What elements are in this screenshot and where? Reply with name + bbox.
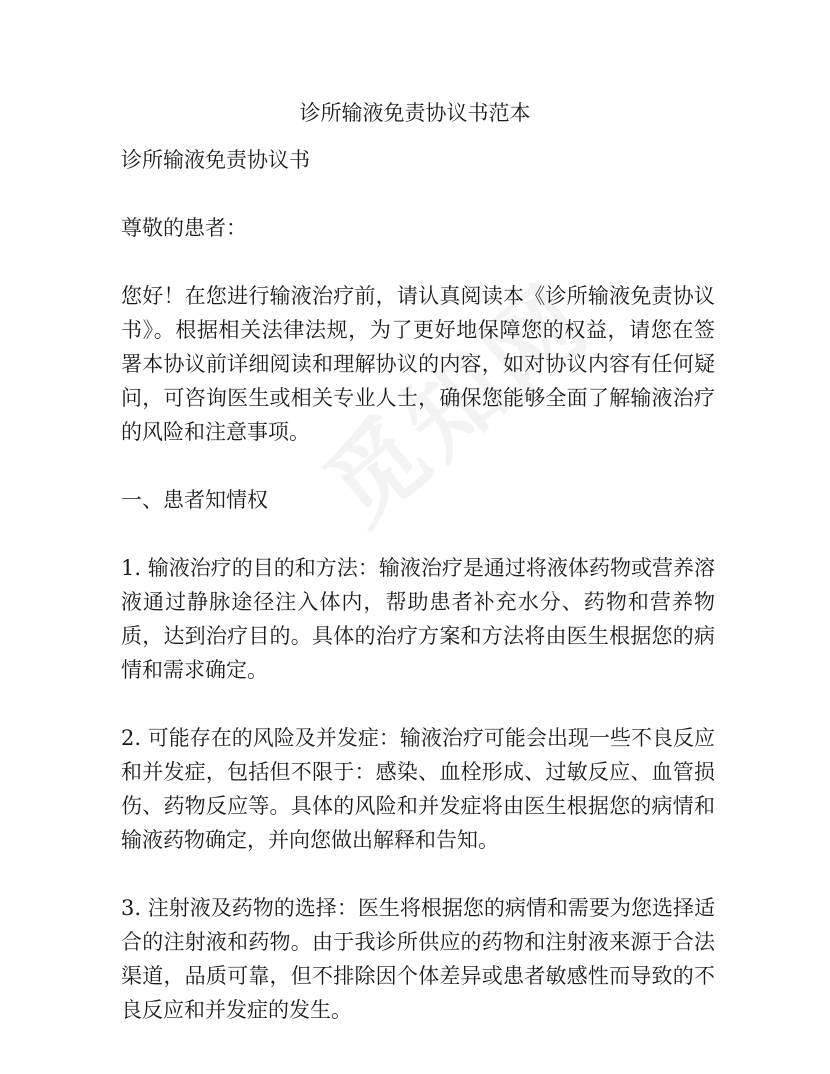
list-item: 3. 注射液及药物的选择：医生将根据您的病情和需要为您选择适合的注射液和药物。由于我诊所供应的药物和注射液来源于合法渠道，品质可靠，但不排除因个体差异或患者敏感性而导致的不良反应和并发症的发生。 <box>121 896 715 1022</box>
list-item: 1. 输液治疗的目的和方法：输液治疗是通过将液体药物或营养溶液通过静脉途径注入体内，帮助患者补充水分、药物和营养物质，达到治疗目的。具体的治疗方案和方法将由医生根据您的病情和需求确定。 <box>121 556 715 682</box>
salutation: 尊敬的患者： <box>121 216 247 240</box>
document-body <box>121 143 715 1027</box>
list-item: 2. 可能存在的风险及并发症：输液治疗可能会出现一些不良反应和并发症，包括但不限于：感染、血栓形成、过敏反应、血管损伤、药物反应等。具体的风险和并发症将由医生根据您的病情和输液药物确定，并向您做出解释和告知。 <box>121 726 715 852</box>
intro-paragraph: 您好！在您进行输液治疗前，请认真阅读本《诊所输液免责协议书》。根据相关法律法规，为了更好地保障您的权益，请您在签署本协议前详细阅读和理解协议的内容，如对协议内容有任何疑问，可咨询医生或相关专业人士，确保您能够全面了解输液治疗的风险和注意事项。 <box>121 284 715 444</box>
document-title: 诊所输液免责协议书范本 <box>299 101 531 125</box>
section-title: 一、患者知情权 <box>121 488 268 512</box>
agreement-heading: 诊所输液免责协议书 <box>121 148 310 172</box>
